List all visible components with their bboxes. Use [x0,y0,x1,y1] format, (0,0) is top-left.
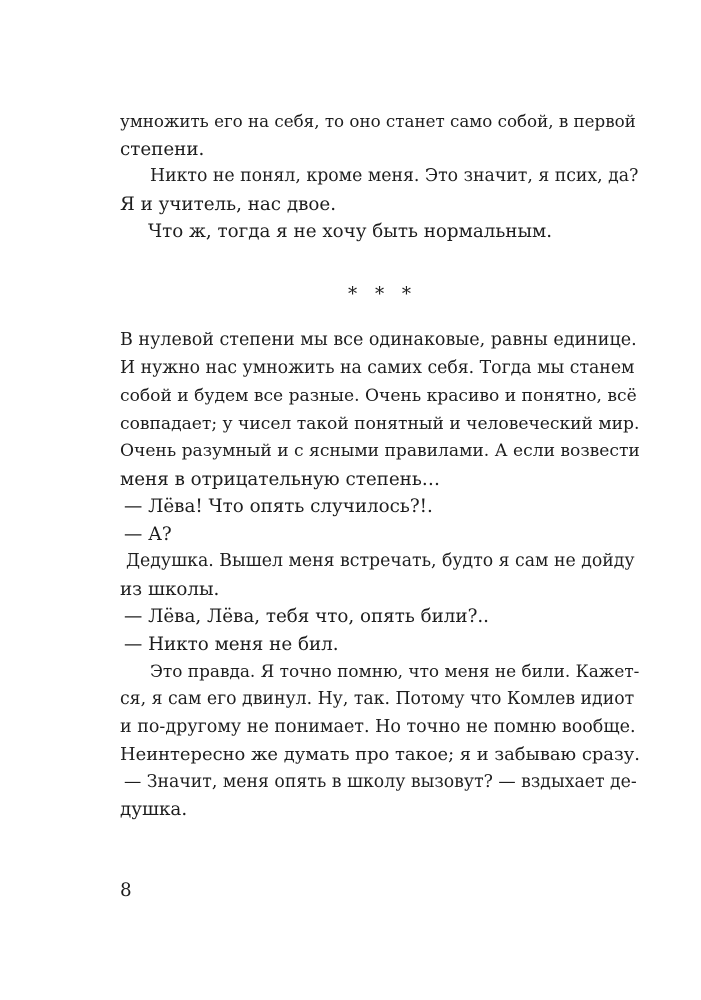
text-line: умножить его на себя, то оно станет само собой, в первой [120,111,636,131]
text-line: ся, я сам его двинул. Ну, так. Потому что Комлев идиот [120,689,635,709]
text-line: и по-другому не понимает. Но точно не помню вообще. [120,717,636,737]
text-line: Дедушка. Вышел меня встречать, будто я сам не дойду [126,551,635,571]
text-line: Я и учитель, нас двое. [120,194,337,215]
text-line: меня в отрицательную степень… [120,469,441,490]
text-line: Это правда. Я точно помню, что меня не били. Кажет- [150,661,640,681]
text-line: Неинтересно же думать про такое; я и забываю сразу. [120,744,640,765]
text-line: из школы. [120,579,220,600]
dialogue-line: — А? [124,524,172,545]
page-number: 8 [120,880,132,901]
text-line: И нужно нас умножить на самих себя. Тогда мы станем [120,358,635,378]
text-line: собой и будем все разные. Очень красиво и понятно, всё [120,386,637,406]
text-line: В нулевой степени мы все одинаковые, равны единице. [120,330,637,350]
section-break: * * * [348,284,418,305]
dialogue-line: — Значит, меня опять в школу вызовут? — вздыхает де- [124,772,637,792]
text-line: Что ж, тогда я не хочу быть нормальным. [148,221,553,242]
text-line: душка. [120,799,188,820]
text-line: Очень разумный и с ясными правилами. А если возвести [120,441,640,461]
dialogue-line: — Лёва! Что опять случилось?!. [124,496,433,517]
text-line: совпадает; у чисел такой понятный и человеческий мир. [120,414,640,434]
text-line: степени. [120,139,205,160]
dialogue-line: — Никто меня не бил. [124,634,339,655]
text-line: Никто не понял, кроме меня. Это значит, я псих, да? [150,166,639,186]
dialogue-line: — Лёва, Лёва, тебя что, опять били?.. [124,606,489,627]
